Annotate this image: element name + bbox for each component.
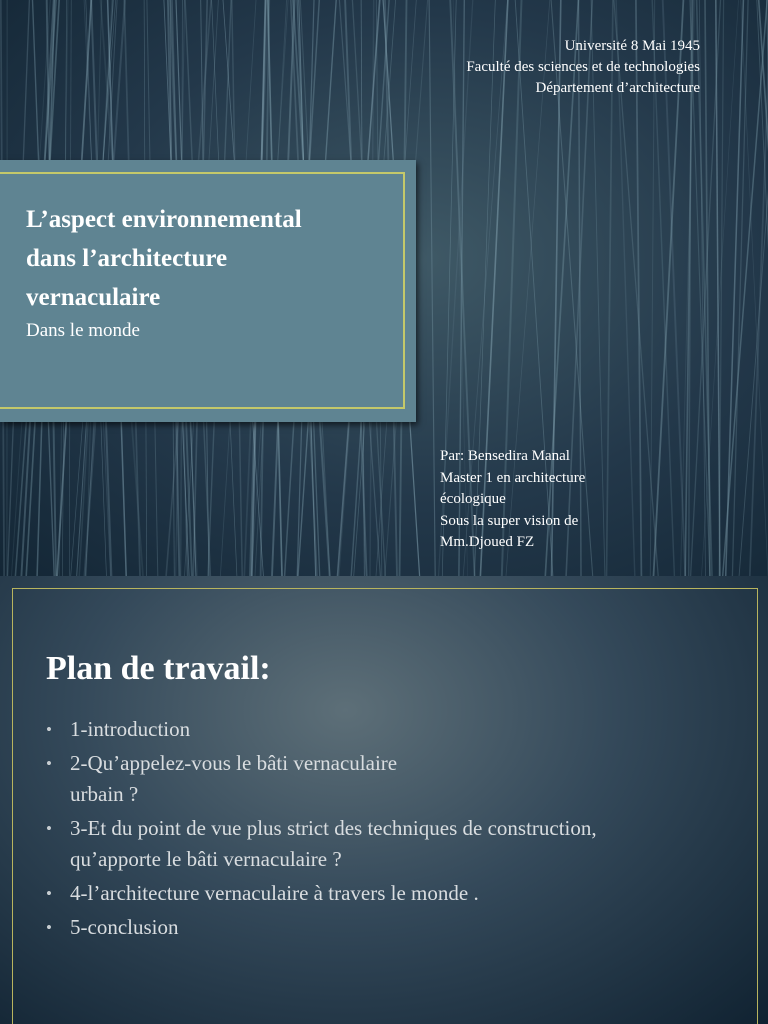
department-name: Département d’architecture [535,80,700,96]
presentation-title [26,200,396,317]
plan-item-line: 1-introduction [70,717,191,741]
presentation-subtitle: Dans le monde [26,320,140,341]
title-line: L’aspect environnemental [26,206,302,233]
plan-item [46,813,746,875]
plan-item-line: 2-Qu’appelez-vous le bâti vernaculaire [70,751,398,775]
title-line: vernaculaire [26,284,161,311]
plan-item-line: 5-conclusion [70,915,179,939]
bullet-icon: • [46,819,52,838]
stripe-line [757,0,768,576]
plan-list [46,714,746,946]
author-line: Master 1 en architecture [440,469,586,486]
plan-item [46,878,746,909]
university-name: Université 8 Mai 1945 [564,38,700,54]
plan-heading: Plan de travail: [46,650,271,687]
stripe-line [429,0,435,576]
bullet-icon: • [46,754,52,773]
plan-slide [0,576,768,1024]
author-line: écologique [440,491,506,507]
author-line: Mm.Djoued FZ [440,534,535,550]
plan-item [46,912,746,943]
plan-item-line: 3-Et du point de vue plus strict des techniques de construction, [70,816,597,840]
author-block [440,446,585,554]
plan-item [46,714,746,745]
author-line: Sous la super vision de [440,512,579,529]
plan-item [46,748,746,810]
title-line: dans l’architecture [26,245,228,272]
plan-item-line: urbain ? [70,782,139,806]
plan-item-line: qu’apporte le bâti vernaculaire ? [70,847,342,871]
faculty-name: Faculté des sciences et de technologies [466,59,700,75]
bullet-icon: • [46,918,52,937]
title-box [0,160,416,422]
author-line: Par: Bensedira Manal [440,448,570,464]
bullet-icon: • [46,720,52,739]
bullet-icon: • [46,884,52,903]
plan-item-line: 4-l’architecture vernaculaire à travers le monde . [70,881,479,905]
institution-block [466,36,700,99]
